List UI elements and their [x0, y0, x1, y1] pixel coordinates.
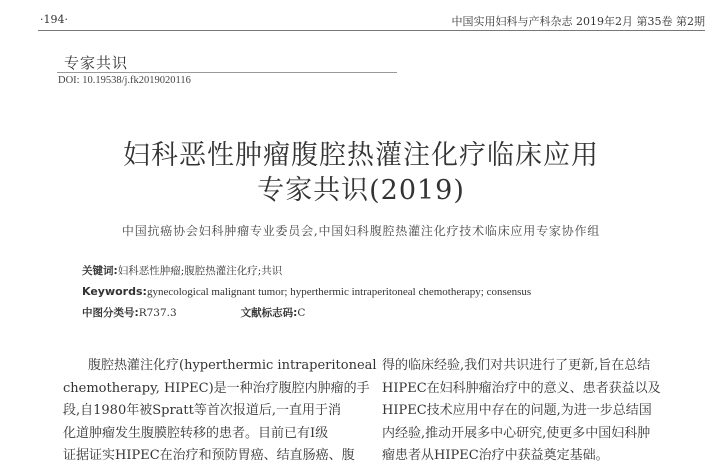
body-left-line: chemotherapy, HIPEC)是一种治疗腹腔内肿瘤的手 — [63, 380, 370, 396]
body-right-line: HIPEC在妇科肿瘤治疗中的意义、患者获益以及 — [382, 380, 661, 396]
body-left-line: 段,自1980年被Spratt等首次报道后,一直用于消 — [63, 403, 341, 418]
keywords-cn-value: 妇科恶性肿瘤;腹腔热灌注化疗;共识 — [117, 265, 283, 277]
body-right-line: HIPEC技术应用中存在的问题,为进一步总结国 — [382, 403, 652, 418]
header-divider — [38, 30, 705, 31]
article-title-line2: 专家共识(2019) — [257, 175, 465, 206]
classification — [82, 305, 305, 320]
article-title-line1: 妇科恶性肿瘤腹腔热灌注化疗临床应用 — [123, 140, 599, 171]
keywords-cn — [82, 263, 282, 278]
journal-header: 中国实用妇科与产科杂志 2019年2月 第35卷 第2期 — [451, 15, 705, 28]
authors: 中国抗癌协会妇科肿瘤专业委员会,中国妇科腹腔热灌注化疗技术临床应用专家协作组 — [121, 224, 601, 238]
body-right-line: 得的临床经验,我们对共识进行了更新,旨在总结 — [382, 358, 651, 373]
body-right-column — [382, 355, 661, 468]
body-left-column — [63, 355, 377, 468]
clc-label: 中图分类号: — [82, 307, 139, 319]
body-right-line: 内经验,推动开展多中心研究,使更多中国妇科肿 — [382, 425, 651, 441]
body-left-line: 证据证实HIPEC在治疗和预防胃癌、结直肠癌、腹 — [63, 448, 355, 463]
doc-code-value: C — [297, 307, 306, 319]
keywords-en-label: Keywords: — [82, 285, 147, 298]
body-right-line: 瘤患者从HIPEC治疗中获益奠定基础。 — [382, 448, 609, 463]
clc-value: R737.3 — [138, 307, 177, 319]
page-number: ·194· — [40, 13, 68, 26]
body-left-line: 化道肿瘤发生腹膜腔转移的患者。目前已有Ⅰ级 — [63, 425, 329, 441]
keywords-cn-label: 关键词: — [82, 265, 118, 277]
section-divider — [57, 72, 397, 73]
keywords-en — [82, 285, 531, 298]
section-label: 专家共识 — [64, 54, 129, 72]
keywords-en-value: gynecological malignant tumor; hyperthermic intraperitoneal chemotherapy; consensus — [146, 286, 532, 298]
body-left-line: 腹腔热灌注化疗(hyperthermic intraperitoneal — [88, 358, 377, 373]
doi: DOI: 10.19538/j.fk2019020116 — [58, 75, 191, 86]
doc-code-label: 文献标志码: — [240, 307, 298, 319]
